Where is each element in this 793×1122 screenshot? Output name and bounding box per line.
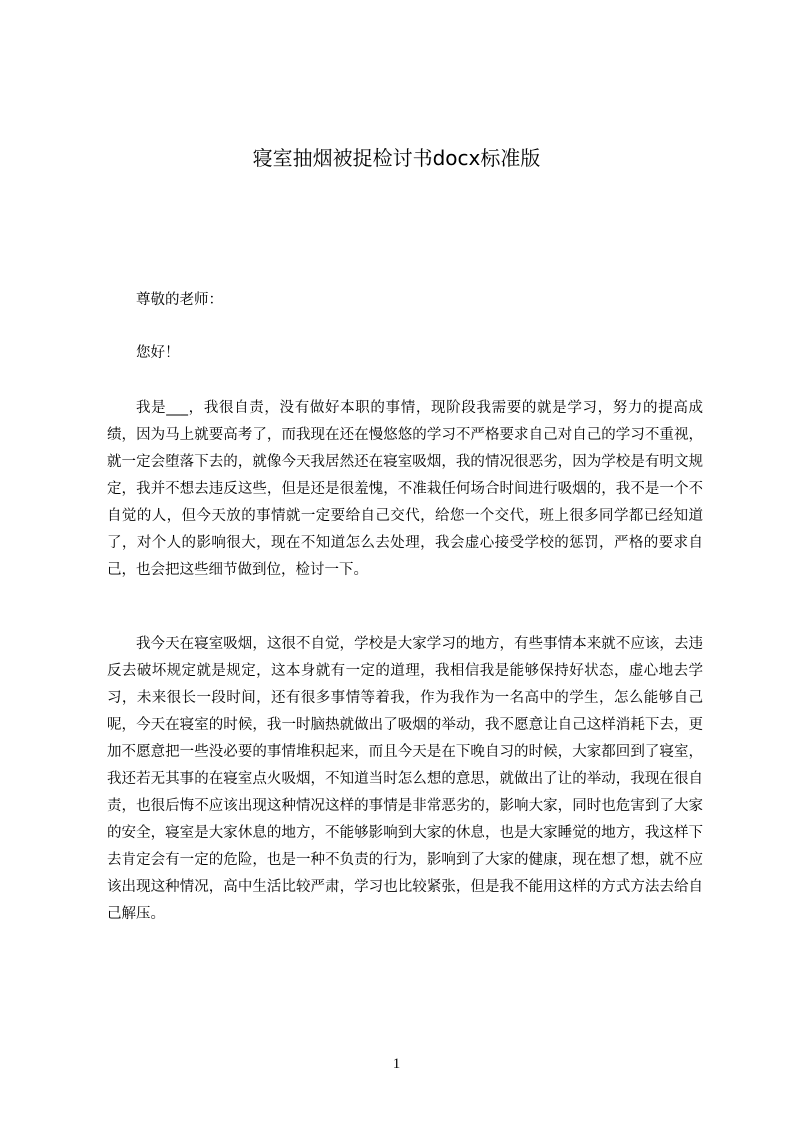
greeting: 您好！ — [136, 345, 180, 361]
paragraph-2: 我今天在寝室吸烟，这很不自觉，学校是大家学习的地方，有些事情本来就不应该，去违反去破坏规定就是规定，这本身就有一定的道理，我相信我是能够保持好状态，虚心地去学习，未来很长一段时间，还有很多事情等着我，作为我作为一名高中的学生，怎么能够自己呢，今天在寝室的时候，我一时脑热就做出了吸烟的举动，我不愿意让自己这样消耗下去，更加不愿意把一些没必要的事情堆积起来，而且今天是在下晚自习的时候，大家都回到了寝室，我还若无其事的在寝室点火吸烟，不知道当时怎么想的意思，就做出了让的举动，我现在很自责，也很后悔不应该出现这种情况这样的事情是非常恶劣的，影响大家，同时也危害到了大家的安全，寝室是大家休息的地方，不能够影响到大家的休息，也是大家睡觉的地方，我这样下去肯定会有一定的危险，也是一种不负责的行为，影响到了大家的健康，现在想了想，就不应该出现这种情况，高中生活比较严肃，学习也比较紧张，但是我不能用这样的方式方法去给自己解压。 — [107, 636, 703, 922]
salutation: 尊敬的老师： — [136, 292, 223, 308]
paragraph-1: 我是___，我很自责，没有做好本职的事情，现阶段我需要的就是学习，努力的提高成绩，因为马上就要高考了，而我现在还在慢悠悠的学习不严格要求自己对自己的学习不重视，就一定会堕落下去的，就像今天我居然还在寝室吸烟，我的情况很恶劣，因为学校是有明文规定，我并不想去违反这些，但是还是很羞愧，不准栽任何场合时间进行吸烟的，我不是一个不自觉的人，但今天放的事情就一定要给自己交代，给您一个交代，班上很多同学都已经知道了，对个人的影响很大，现在不知道怎么去处理，我会虚心接受学校的惩罚，严格的要求自己，也会把这些细节做到位，检讨一下。 — [107, 400, 703, 578]
document-title: 寝室抽烟被捉检讨书docx标准版 — [252, 146, 541, 170]
page-number: 1 — [392, 1056, 401, 1072]
